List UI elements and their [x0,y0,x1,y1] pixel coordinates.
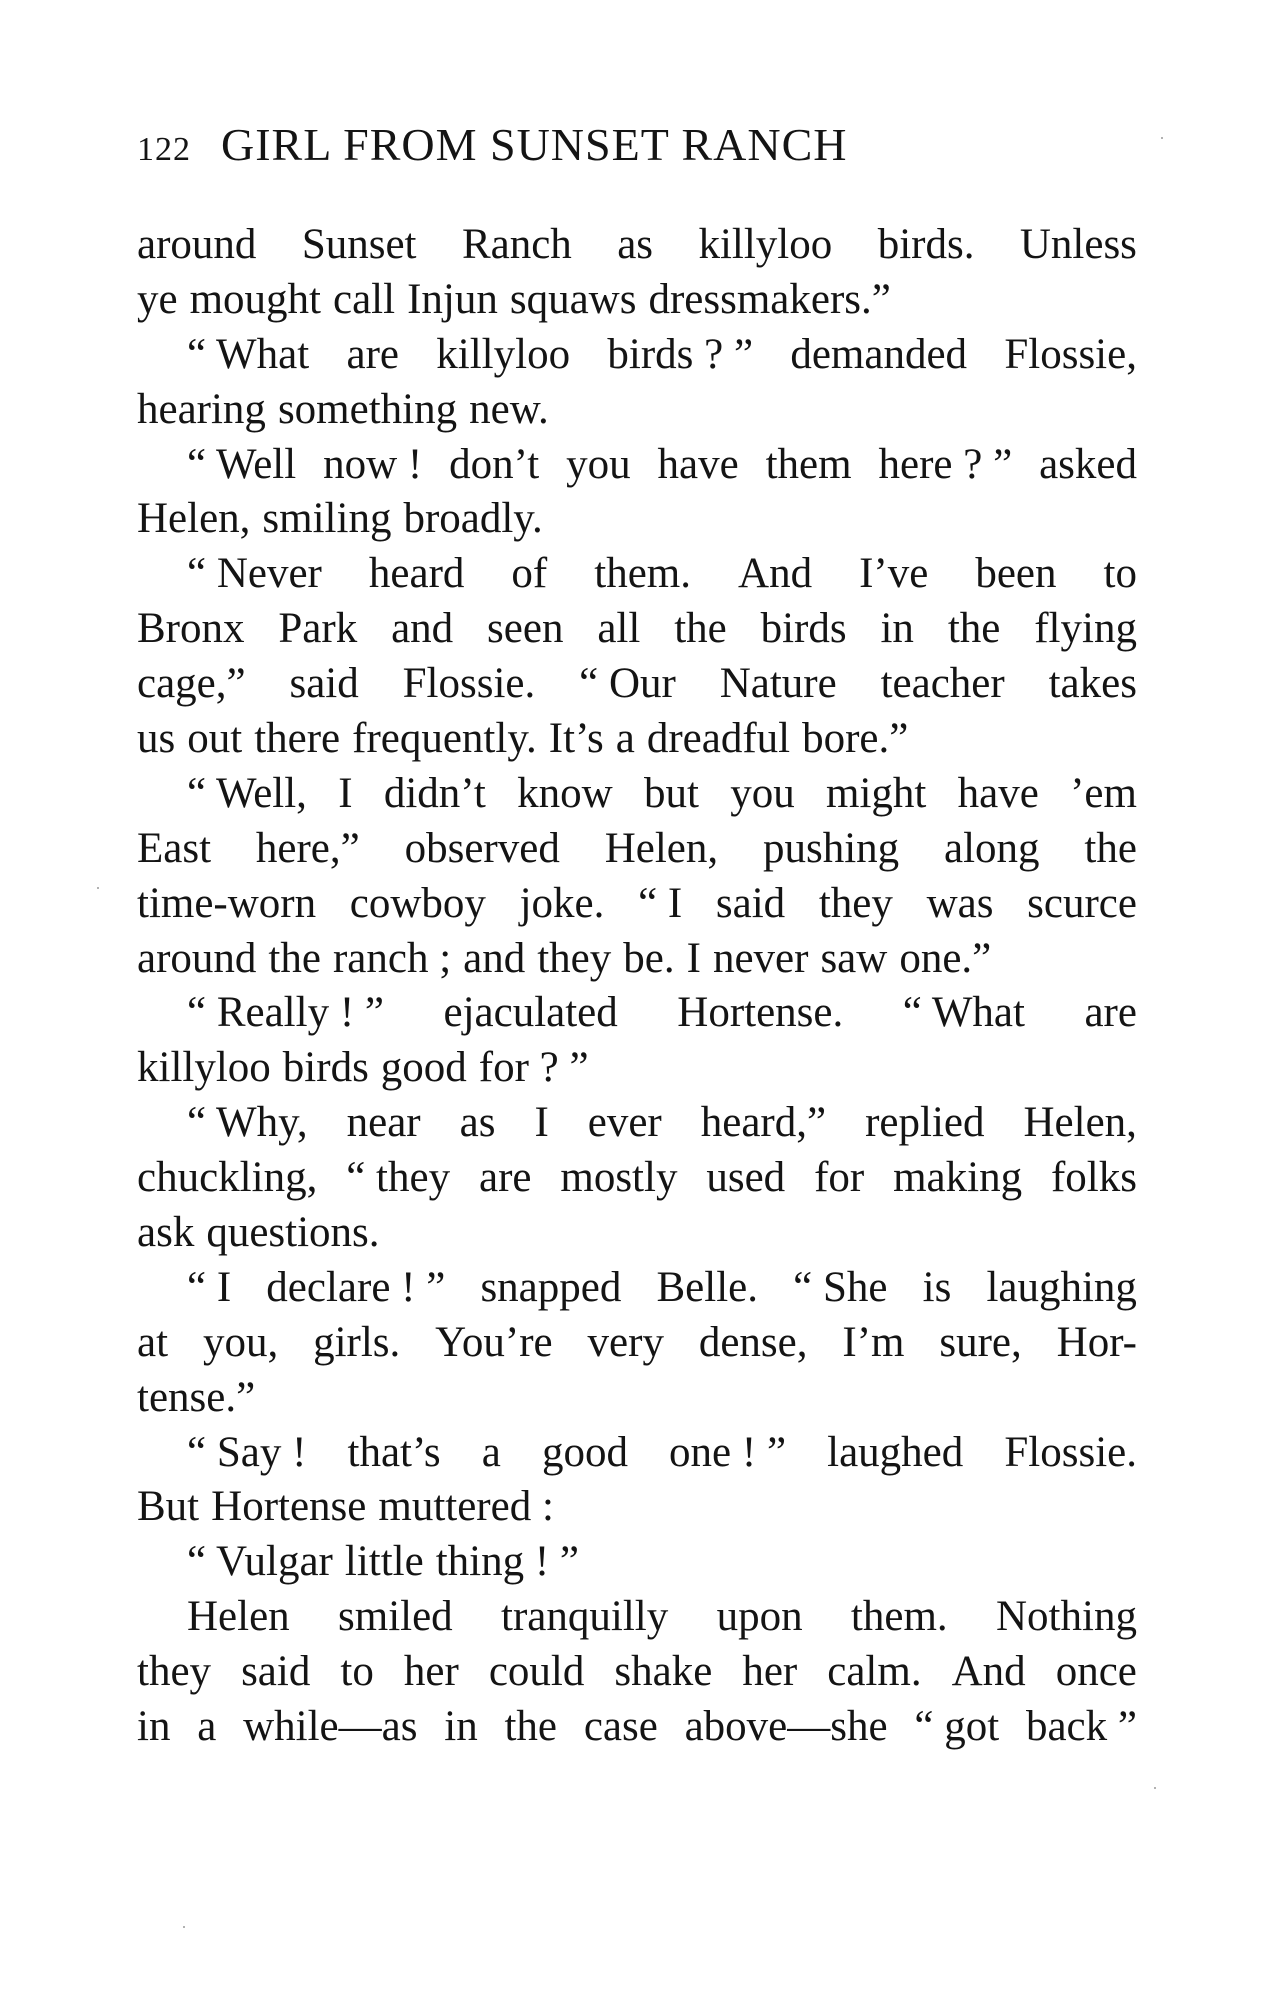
word: replied [865,1099,985,1147]
word: hearing [137,385,266,433]
word: birds [760,605,847,653]
word: seen [487,605,564,653]
word: Nothing [996,1593,1137,1641]
text-line [137,218,1137,273]
word: cage,” [137,660,246,708]
word: her [742,1648,798,1696]
text-line [137,986,1137,1041]
word: have [657,440,739,488]
word: are [346,330,399,378]
word: scurce [1027,879,1137,927]
running-title: GIRL FROM SUNSET RANCH [221,119,848,170]
text-line [137,767,1137,822]
word: don’t [449,440,540,488]
text-line [137,492,1137,547]
word: said [715,879,786,927]
word: frequently. [352,715,537,763]
scan-speck [183,1926,185,1928]
word: Sunset [301,221,417,268]
word: as [617,221,654,268]
text-line [137,712,1137,767]
word: little [344,1538,424,1586]
word: ’em [1070,769,1137,817]
word: observed [404,824,560,872]
word: East [137,824,212,872]
word: around [137,934,257,982]
word: call [333,275,396,323]
word: I [534,1099,549,1147]
word: dressmakers.” [648,275,891,323]
scan-speck [1154,1787,1156,1789]
word: in [444,1703,478,1751]
word: declare ! ” [266,1263,446,1311]
word: flying [1034,605,1137,653]
word: I [338,769,353,817]
word: “ they [346,1154,451,1202]
word: tense.” [137,1373,256,1421]
word: ye [137,275,178,323]
word: ejaculated [443,989,618,1037]
text-line [137,1316,1137,1371]
word: back ” [1025,1703,1137,1751]
word: You’re [435,1318,553,1366]
word: mought [189,275,321,323]
text-line [137,1206,1137,1261]
text-line [137,1041,1137,1096]
word: be. [623,934,675,982]
word: Nature [719,660,837,708]
text-line [137,1151,1137,1206]
text-line [137,877,1137,932]
word: joke. [519,879,605,927]
word: Flossie. [1004,1428,1137,1476]
word: ranch ; [332,934,452,982]
word: ask [137,1209,195,1257]
word: squaws [509,275,637,323]
word: while—as [243,1703,418,1751]
word: at [137,1318,169,1366]
word: bore.” [802,715,909,763]
word: “ Never [187,550,322,598]
word: Helen, [604,824,719,872]
word: Bronx [137,605,245,653]
word: “ Why, [187,1099,308,1147]
word: broadly. [403,495,543,543]
word: didn’t [383,769,486,817]
word: said [241,1648,311,1696]
word: And [738,550,813,598]
word: “ Well, [187,769,307,817]
word: one.” [899,934,992,982]
word: around [137,221,257,268]
word: dense, [698,1318,808,1366]
word: been [975,550,1057,598]
word: killyloo [137,1044,271,1092]
word: are [478,1154,532,1202]
word: sure, [939,1318,1022,1366]
word: takes [1048,660,1137,708]
word: Helen, [1023,1099,1137,1147]
word: them. [594,550,691,598]
word: mostly [560,1154,678,1202]
word: one ! ” [669,1428,787,1476]
word: them [765,440,852,488]
word: “ Our [579,660,676,708]
word: that’s [347,1428,441,1476]
word: Hortense. [677,989,844,1037]
word: tranquilly [501,1593,669,1641]
word: know [517,769,613,817]
word: something [277,385,458,433]
word: Ranch [461,221,572,268]
word: here ? ” [878,440,1013,488]
word: but [643,769,699,817]
word: Park [278,605,358,653]
text-line [137,547,1137,602]
scan-speck [97,887,99,889]
word: laughed [827,1428,964,1476]
word: “ Say ! [187,1428,307,1476]
word: for ? ” [478,1044,589,1092]
text-line [137,273,1137,328]
word: are [1084,989,1137,1037]
word: case [583,1703,658,1751]
text-line [137,1590,1137,1645]
word: good [380,1044,467,1092]
word: demanded [790,330,968,378]
word: a [615,715,635,763]
word: heard,” [700,1099,827,1147]
page-number: 122 [137,131,191,168]
word: to [340,1648,374,1696]
word: the [268,934,321,982]
word: of [511,550,548,598]
word: along [944,824,1040,872]
body-text [137,218,1137,1755]
text-line [137,328,1137,383]
word: folks [1050,1154,1137,1202]
word: could [488,1648,585,1696]
word: for [814,1154,865,1202]
word: smiling [262,495,392,543]
word: her [403,1648,459,1696]
word: the [1084,824,1137,872]
word: birds ? ” [607,330,754,378]
word: Hortense [211,1483,367,1531]
word: the [504,1703,558,1751]
word: said [289,660,359,708]
word: I [686,934,701,982]
word: near [346,1099,421,1147]
word: all [597,605,641,653]
word: very [587,1318,664,1366]
word: you, [202,1318,279,1366]
text-line [137,1096,1137,1151]
word: making [893,1154,1023,1202]
word: birds [282,1044,369,1092]
text-line [137,1645,1137,1700]
text-line [137,1426,1137,1481]
running-header [137,118,1037,178]
word: you [730,769,795,817]
word: “ What [902,989,1025,1037]
word: out [187,715,243,763]
scan-speck [1161,137,1163,139]
word: is [922,1263,952,1311]
word: laughing [986,1263,1137,1311]
word: Hor- [1056,1318,1137,1366]
word: I’ve [859,550,929,598]
word: “ I [187,1263,232,1311]
word: teacher [880,660,1005,708]
word: muttered : [378,1483,554,1531]
word: good [541,1428,628,1476]
word: to [1103,550,1137,598]
word: thing ! ” [435,1538,580,1586]
word: once [1055,1648,1137,1696]
word: But [137,1483,200,1531]
word: upon [716,1593,803,1641]
word: a [197,1703,217,1751]
word: heard [368,550,465,598]
text-line [137,438,1137,493]
text-line [137,1480,1137,1535]
word: killyloo [436,330,571,378]
text-line [137,1371,1137,1426]
word: “ She [793,1263,888,1311]
word: “ I [638,879,683,927]
word: calm. [827,1648,922,1696]
word: never [712,934,809,982]
word: Flossie, [1004,330,1137,378]
word: there [254,715,341,763]
word: new. [469,385,549,433]
text-line [137,822,1137,877]
word: “ Really ! ” [187,989,384,1037]
word: girls. [313,1318,401,1366]
word: Injun [407,275,498,323]
word: Helen [187,1593,290,1641]
word: might [826,769,927,817]
word: Belle. [656,1263,758,1311]
word: saw [820,934,888,982]
word: used [706,1154,786,1202]
word: in [137,1703,171,1751]
word: in [880,605,914,653]
word: “ Vulgar [187,1538,333,1586]
word: dreadful [646,715,791,763]
word: ever [587,1099,662,1147]
word: snapped [480,1263,622,1311]
word: “ Well [187,440,297,488]
word: Unless [1019,221,1137,268]
word: above—she [684,1703,888,1751]
word: and [391,605,454,653]
word: and [463,934,526,982]
word: “ got [914,1703,1000,1751]
text-line [137,383,1137,438]
word: It’s [548,715,604,763]
word: they [537,934,612,982]
word: here,” [255,824,360,872]
text-line [137,932,1137,987]
word: asked [1039,440,1137,488]
word: was [926,879,994,927]
word: as [459,1099,496,1147]
word: have [957,769,1039,817]
word: cowboy [349,879,486,927]
word: shake [614,1648,713,1696]
word: the [947,605,1001,653]
word: you [566,440,631,488]
word: And [951,1648,1026,1696]
text-line [137,1535,1137,1590]
word: Flossie. [402,660,536,708]
word: chuckling, [137,1154,318,1202]
word: us [137,715,176,763]
word: pushing [762,824,900,872]
word: them. [850,1593,948,1641]
word: they [137,1648,212,1696]
word: they [818,879,893,927]
word: a [481,1428,501,1476]
text-line [137,602,1137,657]
text-line [137,657,1137,712]
text-line [137,1700,1137,1755]
word: I’m [842,1318,905,1366]
word: birds. [877,221,975,268]
text-line [137,1261,1137,1316]
word: killyloo [698,221,833,268]
word: the [674,605,727,653]
word: Helen, [137,495,251,543]
word: now ! [323,440,423,488]
word: “ What [187,330,310,378]
word: smiled [338,1593,453,1641]
word: time-worn [137,879,317,927]
word: questions. [206,1209,380,1257]
